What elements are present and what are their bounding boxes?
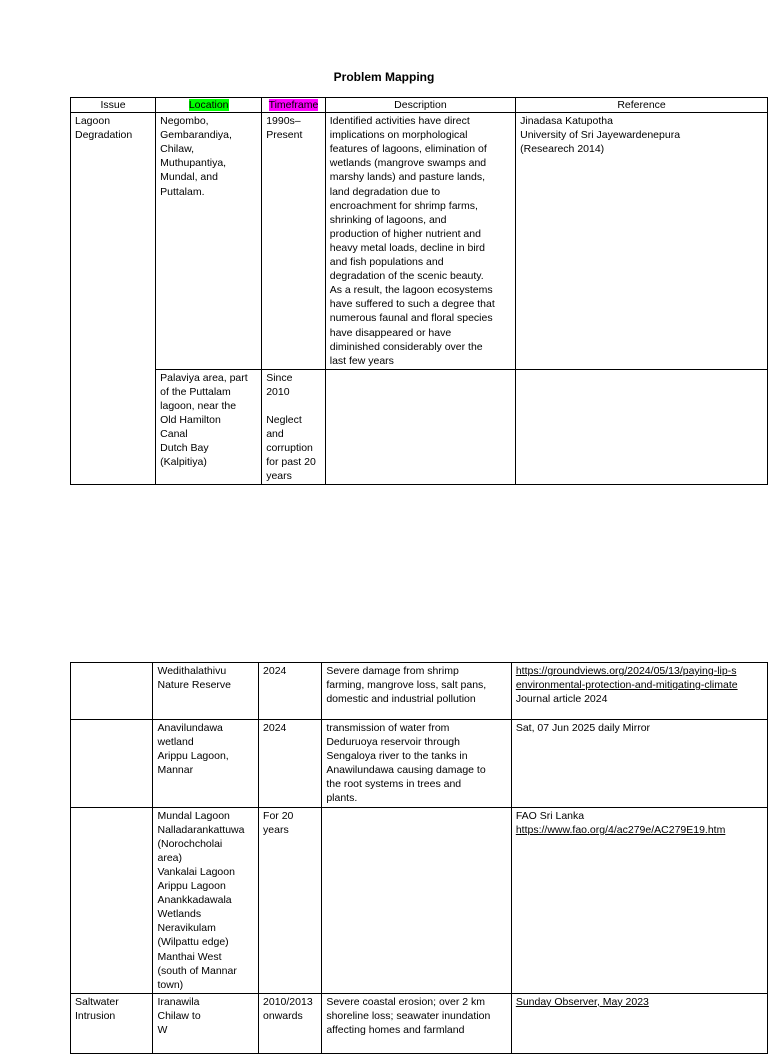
- timeframe-cell: [259, 663, 322, 720]
- timeframe-line: Since: [266, 371, 293, 384]
- location-line: (Kalpitiya): [160, 456, 207, 469]
- reference-line: University of Sri Jayewardenepura: [520, 129, 681, 142]
- location-line: Negombo,: [160, 115, 209, 128]
- timeframe-line: Present: [266, 129, 303, 142]
- location-line: Anavilundawa: [157, 722, 223, 734]
- description-line: Identified activities have direct: [329, 115, 470, 128]
- location-line: Wedithalathivu: [157, 665, 227, 677]
- description-line: implications on morphological: [329, 129, 468, 142]
- description-line: diminished considerably over the: [329, 340, 483, 353]
- location-line: Puttalam.: [160, 185, 205, 198]
- location-line: (south of Mannar: [157, 964, 237, 977]
- spacer: [266, 399, 321, 413]
- issue-cell: [71, 720, 153, 808]
- location-line: Chilaw to: [157, 1009, 201, 1022]
- location-cell: [153, 663, 259, 720]
- location-line: wetland: [157, 736, 194, 749]
- timeframe-line: years: [266, 470, 292, 483]
- reference-cell: [511, 993, 767, 1053]
- description-line: Severe coastal erosion; over 2 km: [326, 995, 486, 1008]
- description-line: domestic and industrial pollution: [326, 693, 476, 706]
- reference-link[interactable]: environmental-protection-and-mitigating-climate: [515, 679, 738, 692]
- location-line: Iranawila: [157, 995, 200, 1008]
- description-line: marshy lands) and pasture lands,: [329, 171, 485, 184]
- issue-line: Degradation: [75, 129, 133, 142]
- reference-link[interactable]: https://groundviews.org/2024/05/13/paying-lip-s: [515, 665, 737, 677]
- timeframe-line: for past 20: [266, 456, 316, 469]
- timeframe-line: For 20: [263, 809, 294, 822]
- timeframe-line: 2024: [263, 665, 287, 677]
- location-line: of the Puttalam: [160, 385, 231, 398]
- table-row: [71, 720, 768, 808]
- problem-table-1: [70, 97, 768, 485]
- page-title: Problem Mapping: [333, 70, 435, 84]
- timeframe-line: Neglect: [266, 413, 302, 426]
- description-line: transmission of water from: [326, 722, 450, 734]
- description-line: degradation of the scenic beauty.: [329, 270, 484, 283]
- description-line: shoreline loss; seawater inundation: [326, 1009, 491, 1022]
- description-line: wetlands (mangrove swamps and: [329, 157, 487, 170]
- issue-cell: [71, 663, 153, 720]
- table-row: [71, 113, 768, 370]
- table-row: [71, 807, 768, 993]
- description-line: last few years: [329, 354, 394, 367]
- reference-cell: [511, 807, 767, 993]
- location-line: Arippu Lagoon,: [157, 750, 229, 763]
- description-line: farming, mangrove loss, salt pans,: [326, 679, 487, 692]
- location-line: Chilaw,: [160, 143, 194, 156]
- issue-line: Intrusion: [75, 1009, 116, 1022]
- description-line: Anawilundawa causing damage to: [326, 764, 486, 777]
- header-location: [156, 98, 262, 113]
- timeframe-cell: [259, 993, 322, 1053]
- description-line: encroachment for shrimp farms,: [329, 199, 478, 212]
- location-line: Arippu Lagoon: [157, 880, 226, 893]
- location-line: Neravikulam: [157, 922, 216, 935]
- reference-cell: [511, 663, 767, 720]
- location-line: Manthai West: [157, 950, 222, 963]
- description-line: As a result, the lagoon ecosystems: [329, 284, 493, 297]
- header-row: [71, 98, 768, 113]
- location-line: Mundal, and: [160, 171, 218, 184]
- location-cell: [156, 369, 262, 485]
- location-cell: [153, 720, 259, 808]
- issue-cell: [71, 113, 156, 485]
- description-line: the root systems in trees and: [326, 778, 462, 791]
- timeframe-line: onwards: [263, 1009, 303, 1022]
- description-line: Deduruoya reservoir through: [326, 736, 460, 749]
- description-line: production of higher nutrient and: [329, 227, 481, 240]
- description-cell: [322, 807, 512, 993]
- location-line: Palaviya area, part: [160, 371, 248, 384]
- location-line: Vankalai Lagoon: [157, 865, 235, 878]
- timeframe-cell: [259, 807, 322, 993]
- location-line: area): [157, 851, 182, 864]
- location-line: Dutch Bay: [160, 442, 209, 455]
- location-line: Wetlands: [157, 908, 202, 921]
- header-issue: Issue: [71, 98, 156, 113]
- description-line: have disappeared or have: [329, 326, 452, 339]
- table-row: [71, 369, 768, 485]
- location-line: Nature Reserve: [157, 679, 232, 692]
- location-line: lagoon, near the: [160, 399, 237, 412]
- timeframe-cell: [262, 113, 326, 370]
- reference-link[interactable]: Sunday Observer, May 2023: [515, 995, 649, 1008]
- description-line: plants.: [326, 792, 358, 805]
- description-line: Severe damage from shrimp: [326, 665, 459, 677]
- table-row: [71, 663, 768, 720]
- reference-line: Journal article 2024: [515, 693, 608, 706]
- timeframe-line: 2010: [266, 385, 290, 398]
- description-cell: [322, 663, 512, 720]
- description-line: shrinking of lagoons, and: [329, 213, 447, 226]
- location-line: Gembarandiya,: [160, 129, 232, 142]
- location-line: Nalladarankattuwa: [157, 823, 245, 836]
- header-location-label: Location: [188, 99, 229, 111]
- header-timeframe: [262, 98, 326, 113]
- location-line: Old Hamilton: [160, 414, 221, 427]
- timeframe-line: years: [263, 823, 289, 836]
- timeframe-cell: [259, 720, 322, 808]
- description-line: and fish populations and: [329, 256, 444, 269]
- location-line: Mundal Lagoon: [157, 809, 230, 822]
- issue-cell: [71, 807, 153, 993]
- description-line: have suffered to such a degree that: [329, 298, 495, 311]
- location-line: Canal: [160, 428, 188, 441]
- issue-line: Saltwater: [75, 995, 119, 1008]
- description-line: numerous faunal and floral species: [329, 312, 493, 325]
- location-line: town): [157, 978, 184, 991]
- reference-cell: [516, 369, 768, 485]
- description-line: features of lagoons, elimination of: [329, 143, 487, 156]
- location-line: (Wilpattu edge): [157, 936, 229, 949]
- timeframe-line: 1990s–: [266, 115, 301, 128]
- description-line: affecting homes and farmland: [326, 1023, 465, 1036]
- description-line: land degradation due to: [329, 185, 441, 198]
- reference-line: Sat, 07 Jun 2025 daily Mirror: [515, 722, 651, 734]
- table-row: [71, 993, 768, 1053]
- location-line: Mannar: [157, 764, 194, 777]
- timeframe-line: 2024: [263, 722, 287, 734]
- header-reference: Reference: [516, 98, 768, 113]
- location-line: W: [157, 1023, 168, 1036]
- issue-line: Lagoon: [75, 115, 111, 128]
- timeframe-line: and: [266, 428, 284, 441]
- reference-line: FAO Sri Lanka: [515, 809, 585, 822]
- location-cell: [156, 113, 262, 370]
- description-cell: [325, 369, 515, 485]
- location-line: Muthupantiya,: [160, 157, 227, 170]
- header-description: Description: [325, 98, 515, 113]
- timeframe-line: corruption: [266, 442, 313, 455]
- description-cell: [325, 113, 515, 370]
- issue-cell: [71, 993, 153, 1053]
- timeframe-cell: [262, 369, 326, 485]
- location-line: Anankkadawala: [157, 894, 232, 907]
- reference-line: Jinadasa Katupotha: [520, 115, 613, 128]
- location-cell: [153, 993, 259, 1053]
- timeframe-line: 2010/2013: [263, 995, 313, 1008]
- description-line: heavy metal loads, decline in bird: [329, 241, 485, 254]
- reference-line: (Researech 2014): [520, 143, 605, 156]
- description-cell: [322, 993, 512, 1053]
- reference-link[interactable]: https://www.fao.org/4/ac279e/AC279E19.htm: [515, 823, 726, 836]
- reference-cell: [511, 720, 767, 808]
- location-line: (Norochcholai: [157, 837, 223, 850]
- reference-cell: [516, 113, 768, 370]
- header-timeframe-label: Timeframe: [268, 99, 319, 111]
- description-cell: [322, 720, 512, 808]
- description-line: Sengaloya river to the tanks in: [326, 750, 468, 763]
- problem-table-2: [70, 662, 768, 1054]
- location-cell: [153, 807, 259, 993]
